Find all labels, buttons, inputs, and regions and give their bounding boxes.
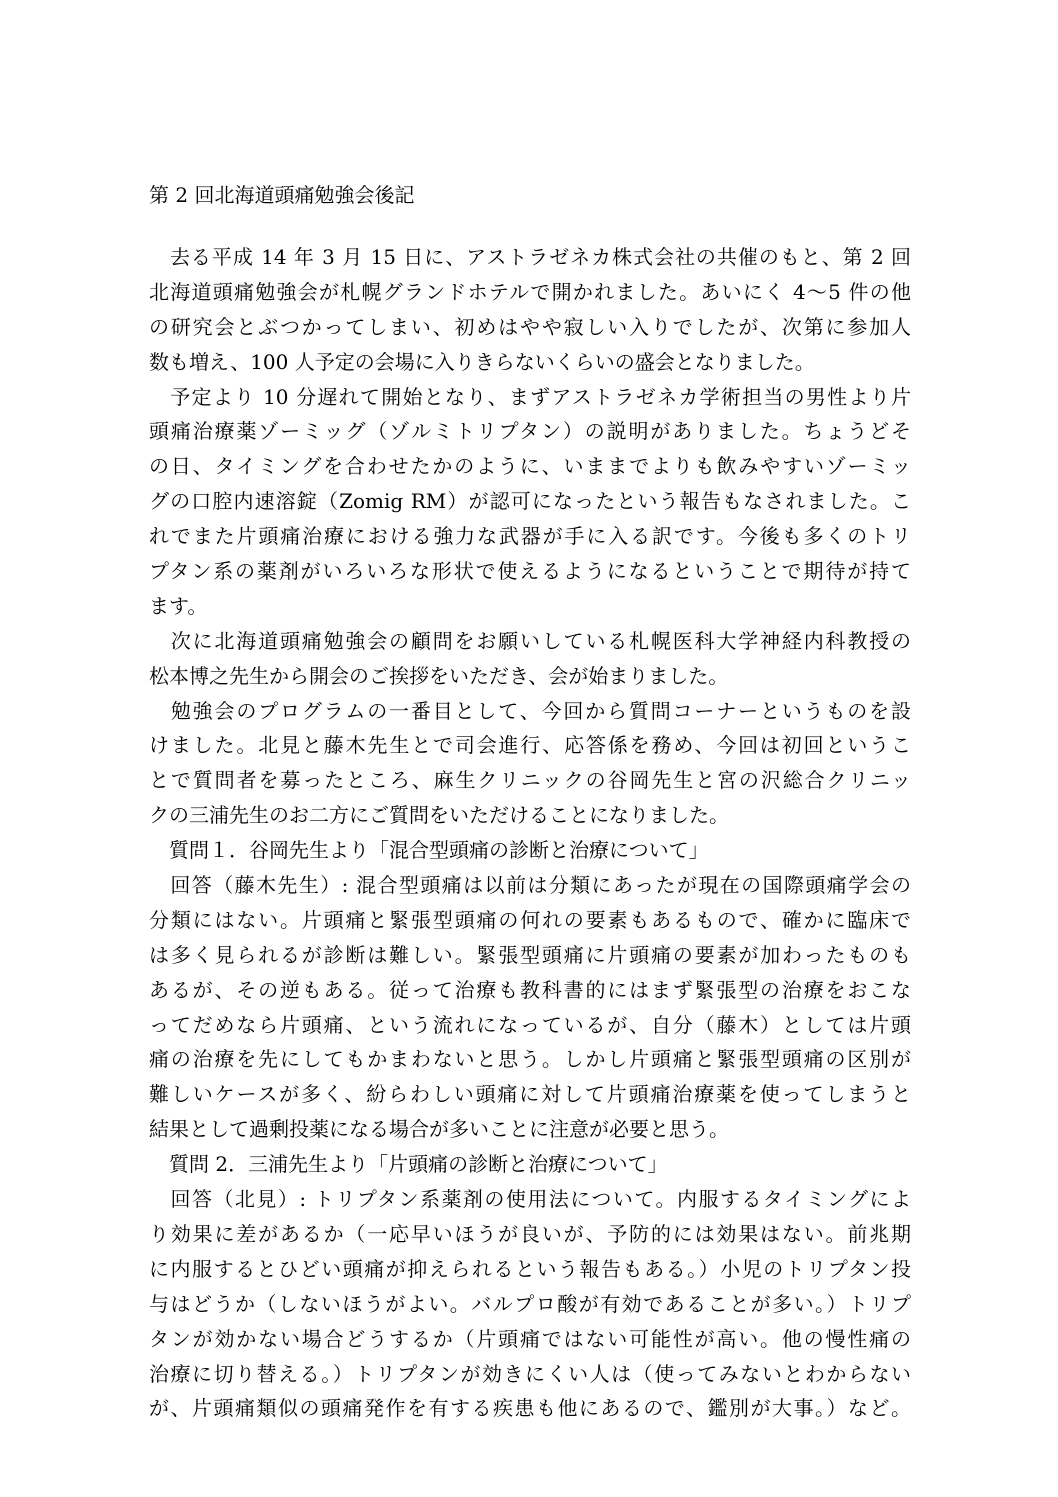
- text-line: が、片頭痛類似の頭痛発作を有する疾患も他にあるので、鑑別が大事。）など。: [149, 1396, 911, 1421]
- text-line: 治療に切り替える。）トリプタンが効きにくい人は（使ってみないとわからない: [149, 1361, 911, 1386]
- text-line: の研究会とぶつかってしまい、初めはやや寂しい入りでしたが、次第に参加人: [149, 314, 911, 339]
- text-line: 勉強会のプログラムの一番目として、今回から質問コーナーというものを設: [149, 698, 911, 723]
- document-body: [149, 240, 911, 1426]
- text-line: 質問 2．三浦先生より「片頭痛の診断と治療について」: [149, 1152, 668, 1177]
- text-line: 去る平成 14 年 3 月 15 日に、アストラゼネカ株式会社の共催のもと、第 2 回: [149, 245, 911, 269]
- text-line: 難しいケースが多く、紛らわしい頭痛に対して片頭痛治療薬を使ってしまうと: [149, 1082, 911, 1107]
- text-line: 結果として過剰投薬になる場合が多いことに注意が必要と思う。: [149, 1117, 729, 1142]
- text-line: り効果に差があるか（一応早いほうが良いが、予防的には効果はない。前兆期: [149, 1221, 911, 1246]
- text-line: ってだめなら片頭痛、という流れになっているが、自分（藤木）としては片頭: [149, 1012, 911, 1037]
- text-line: けました。北見と藤木先生とで司会進行、応答係を務め、今回は初回というこ: [149, 733, 911, 758]
- text-line: 与はどうか（しないほうがよい。バルプロ酸が有効であることが多い。）トリプ: [149, 1291, 911, 1316]
- text-line: 北海道頭痛勉強会が札幌グランドホテルで開かれました。あいにく 4〜5 件の他: [149, 279, 911, 304]
- text-line: 回答（北見）: トリプタン系薬剤の使用法について。内服するタイミングによ: [149, 1187, 911, 1212]
- text-line: ます。: [149, 593, 208, 618]
- text-line: 予定より 10 分遅れて開始となり、まずアストラゼネカ学術担当の男性より片: [149, 384, 911, 409]
- text-line: 痛の治療を先にしてもかまわないと思う。しかし片頭痛と緊張型頭痛の区別が: [149, 1047, 911, 1072]
- text-line: あるが、その逆もある。従って治療も教科書的にはまず緊張型の治療をおこな: [149, 977, 911, 1002]
- text-line: 回答（藤木先生）: 混合型頭痛は以前は分類にあったが現在の国際頭痛学会の: [149, 873, 911, 898]
- text-line: れでまた片頭痛治療における強力な武器が手に入る訳です。今後も多くのトリ: [149, 524, 911, 549]
- text-line: に内服するとひどい頭痛が抑えられるという報告もある。）小児のトリプタン投: [149, 1256, 911, 1281]
- text-line: 数も増え、100 人予定の会場に入りきらないくらいの盛会となりました。: [149, 349, 815, 374]
- text-line: とで質問者を募ったところ、麻生クリニックの谷岡先生と宮の沢総合クリニッ: [149, 768, 911, 793]
- text-line: 松本博之先生から開会のご挨拶をいただき、会が始まりました。: [149, 663, 729, 688]
- text-line: 頭痛治療薬ゾーミッグ（ゾルミトリプタン）の説明がありました。ちょうどそ: [149, 419, 911, 444]
- text-line: の日、タイミングを合わせたかのように、いままでよりも飲みやすいゾーミッ: [149, 454, 911, 479]
- text-line: クの三浦先生のお二方にご質問をいただけることになりました。: [149, 803, 729, 828]
- text-line: グの口腔内速溶錠（Zomig RM）が認可になったという報告もなされました。こ: [149, 489, 911, 514]
- text-line: プタン系の薬剤がいろいろな形状で使えるようになるということで期待が持て: [149, 559, 911, 584]
- text-line: 分類にはない。片頭痛と緊張型頭痛の何れの要素もあるもので、確かに臨床で: [149, 907, 911, 932]
- document-title: 第 2 回北海道頭痛勉強会後記: [149, 183, 415, 207]
- text-line: タンが効かない場合どうするか（片頭痛ではない可能性が高い。他の慢性痛の: [149, 1326, 911, 1351]
- text-line: は多く見られるが診断は難しい。緊張型頭痛に片頭痛の要素が加わったものも: [149, 942, 911, 967]
- text-line: 質問１．谷岡先生より「混合型頭痛の診断と治療について」: [149, 838, 709, 863]
- text-line: 次に北海道頭痛勉強会の顧問をお願いしている札幌医科大学神経内科教授の: [149, 628, 911, 653]
